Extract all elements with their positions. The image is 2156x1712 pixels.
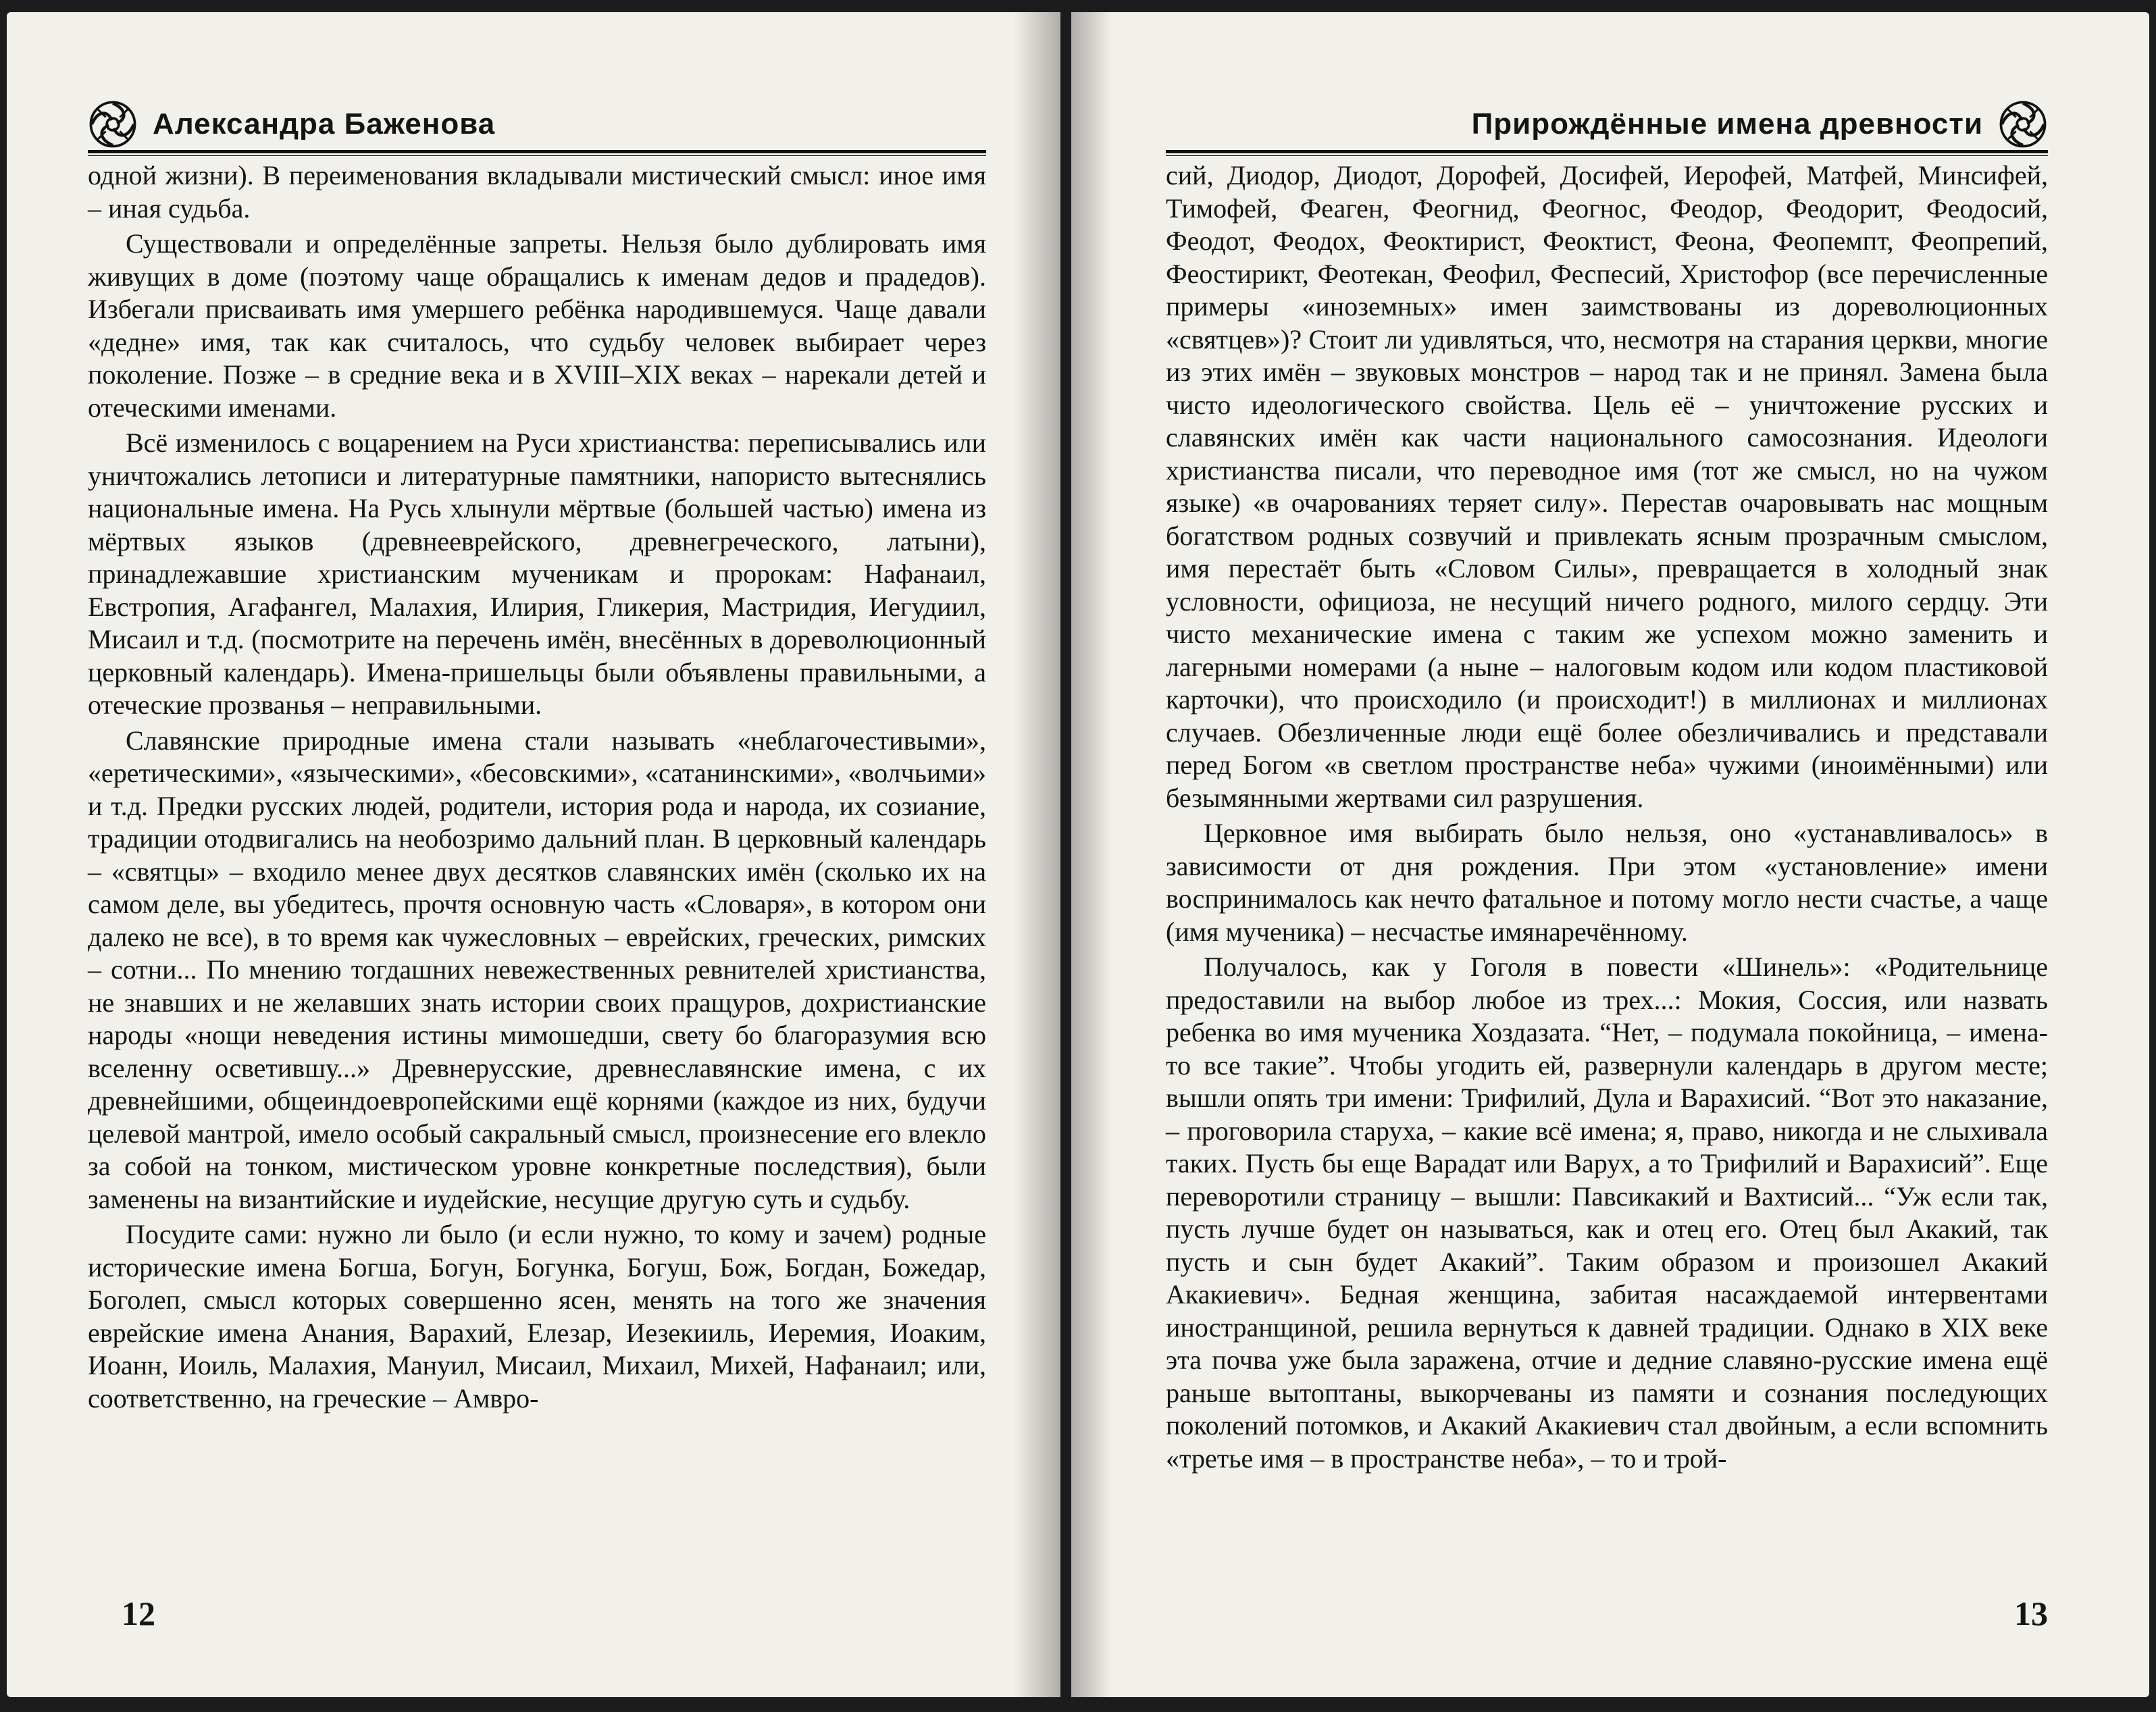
paragraph: Посудите сами: нужно ли было (и если нужно, то кому и зачем) родные исторические имена Богша, Богун, Богунка, Богуш, Бож, Богдан, Божедар, Боголеп, смысл которых совершенно ясен, менять на того же значения еврейские имена Анания, Варахий, Елезар, Иезекииль, Иеремия, Иоаким, Иоанн, Иоиль, Малахия, Мануил, Мисаил, Михаил, Михей, Нафанаил; или, соответственно, на греческие – Амвро- <box>88 1219 986 1413</box>
right-page <box>1071 12 2149 1697</box>
right-body-text <box>1166 159 2048 1478</box>
paragraph: Всё изменилось с воцарением на Руси христианства: переписывались или уничтожались летописи и литературные памятники, напористо вытеснялись национальные имена. На Русь хлынули мёртвые (большей частью) имена из мёртвых языков (древнееврейского, древнегреческого, латыни), принадлежавшие христианским мученикам и пророкам: Нафанаил, Евстропия, Агафангел, Малахия, Илирия, Гликерия, Мастридия, Иегудиил, Мисаил и т.д. (посмотрите на перечень имён, внесённых в дореволюционный церковный календарь). Имена-пришельцы были объявлены правильными, а отеческие прозванья – неправильными. <box>88 427 986 720</box>
header-chapter-title: Прирождённые имена древности <box>1471 107 1983 140</box>
left-body-text <box>88 159 986 1418</box>
celtic-knot-icon <box>1998 99 2048 149</box>
paragraph: одной жизни). В переименования вкладывали мистический смысл: иное имя – иная судьба. <box>88 160 986 224</box>
paragraph: сий, Диодор, Диодот, Дорофей, Досифей, Иерофей, Матфей, Минсифей, Тимофей, Феаген, Феогнид, Феогнос, Феодор, Феодорит, Феодосий, Феодот, Феодох, Феоктирист, Феоктист, Феона, Феопемпт, Феопрепий, Феостирикт, Феотекан, Феофил, Феспесий, Христофор (все перечисленные примеры «иноземных» имен заимствованы из дореволюционных «святцев»)? Стоит ли удивляться, что, несмотря на старания церкви, многие из этих имён – звуковых монстров – народ так и не принял. Замена была чисто идеологического свойства. Цель её – уничтожение русских и славянских имён как части национального самосознания. Идеологи христианства писали, что переводное имя (тот же смысл, но на чужом языке) «в очарованиях теряет силу». Перестав очаровывать нас мощным богатством родных созвучий и привлекать ясным прозрачным смыслом, имя перестаёт быть «Словом Силы», превращается в холодный знак условности, официоза, не несущий ничего родного, милого сердцу. Эти чисто механические имена с таким же успехом можно заменить и лагерными номерами (а ныне – налоговым кодом или кодом пластиковой карточки), что происходило (и происходит!) в миллионах и миллионах случаев. Обезличенные люди ещё более обезличивались и представали перед Богом «в светлом пространстве неба» чужими (иноимёнными) или безымянными жертвами сил разрушения. <box>1166 160 2048 813</box>
celtic-knot-icon <box>88 99 138 149</box>
running-header <box>88 99 986 150</box>
gutter-shadow <box>1013 12 1060 1697</box>
header-rule <box>1166 150 2048 156</box>
page-number: 12 <box>122 1594 155 1632</box>
paragraph: Церковное имя выбирать было нельзя, оно «устанавливалось» в зависимости от дня рождения. При этом «установление» имени воспринималось как нечто фатальное и потому могло нести счастье, а чаще (имя мученика) – несчастье имянаречённому. <box>1166 818 2048 947</box>
left-page <box>7 12 1060 1697</box>
page-number: 13 <box>2014 1594 2048 1632</box>
paragraph: Получалось, как у Гоголя в повести «Шинель»: «Родительнице предоставили на выбор любое из трех...: Мокия, Соссия, или назвать ребенка во имя мученика Хоздазата. “Нет, – подумала покойница, – имена-то все такие”. Чтобы угодить ей, развернули календарь в другом месте; вышли опять три имени: Трифилий, Дула и Варахисий. “Вот это наказание, – проговорила старуха, – какие всё имена; я, право, никогда и не слыхивала таких. Пусть бы еще Варадат или Варух, а то Трифилий и Варахисий”. Еще переворотили страницу – вышли: Павсикакий и Вахтисий... “Уж если так, пусть лучше будет он называться, как и отец его. Отец был Акакий, так пусть и сын будет Акакий”. Таким образом и произошел Акакий Акакиевич». Бедная женщина, забитая насаждаемой интервентами иностранщиной, решила вернуться к давней традиции. Однако в XIX веке эта почва уже была заражена, отчие и дедние славяно-русские имена ещё раньше вытоптаны, выкорчеваны из памяти и сознания последующих поколений потомков, и Акакий Акакиевич стал двойным, а если вспомнить «третье имя – в пространстве неба», – то и трой- <box>1166 952 2048 1474</box>
gutter-shadow <box>1071 12 1112 1697</box>
header-rule <box>88 150 986 156</box>
header-author: Александра Баженова <box>153 107 496 140</box>
running-header <box>1166 99 2048 150</box>
paragraph: Существовали и определённые запреты. Нельзя было дублировать имя живущих в доме (поэтому чаще обращались к именам дедов и прадедов). Избегали присваивать имя умершего ребёнка народившемуся. Чаще давали «дедне» имя, так как считалось, что судьбу человек выбирает через поколение. Позже – в средние века и в XVIII–XIX веках – нарекали детей и отеческими именами. <box>88 228 986 423</box>
paragraph: Славянские природные имена стали называть «неблагочестивыми», «еретическими», «языческими», «бесовскими», «сатанинскими», «волчьими» и т.д. Предки русских людей, родители, история рода и народа, их созиание, традиции отодвигались на необозримо дальний план. В церковный календарь – «святцы» – входило менее двух десятков славянских имён (сколько их на самом деле, вы убедитесь, прочтя основную часть «Словаря», в котором они далеко не все), в то время как чужесловных – еврейских, греческих, римских – сотни... По мнению тогдашних невежественных ревнителей христианства, не знавших и не желавших знать истории своих пращуров, дохристианские народы «нощи неведения истины мимошедши, свету бо благоразумия всю вселенну осветившу...» Древнерусские, древнеславянские имена, с их древнейшими, общеиндоевропейскими ещё корнями (каждое из них, будучи целевой мантрой, имело особый сакральный смысл, произнесение его влекло за собой на тонком, мистическом уровне конкретные последствия), были заменены на византийские и иудейские, несущие другую суть и судьбу. <box>88 725 986 1214</box>
